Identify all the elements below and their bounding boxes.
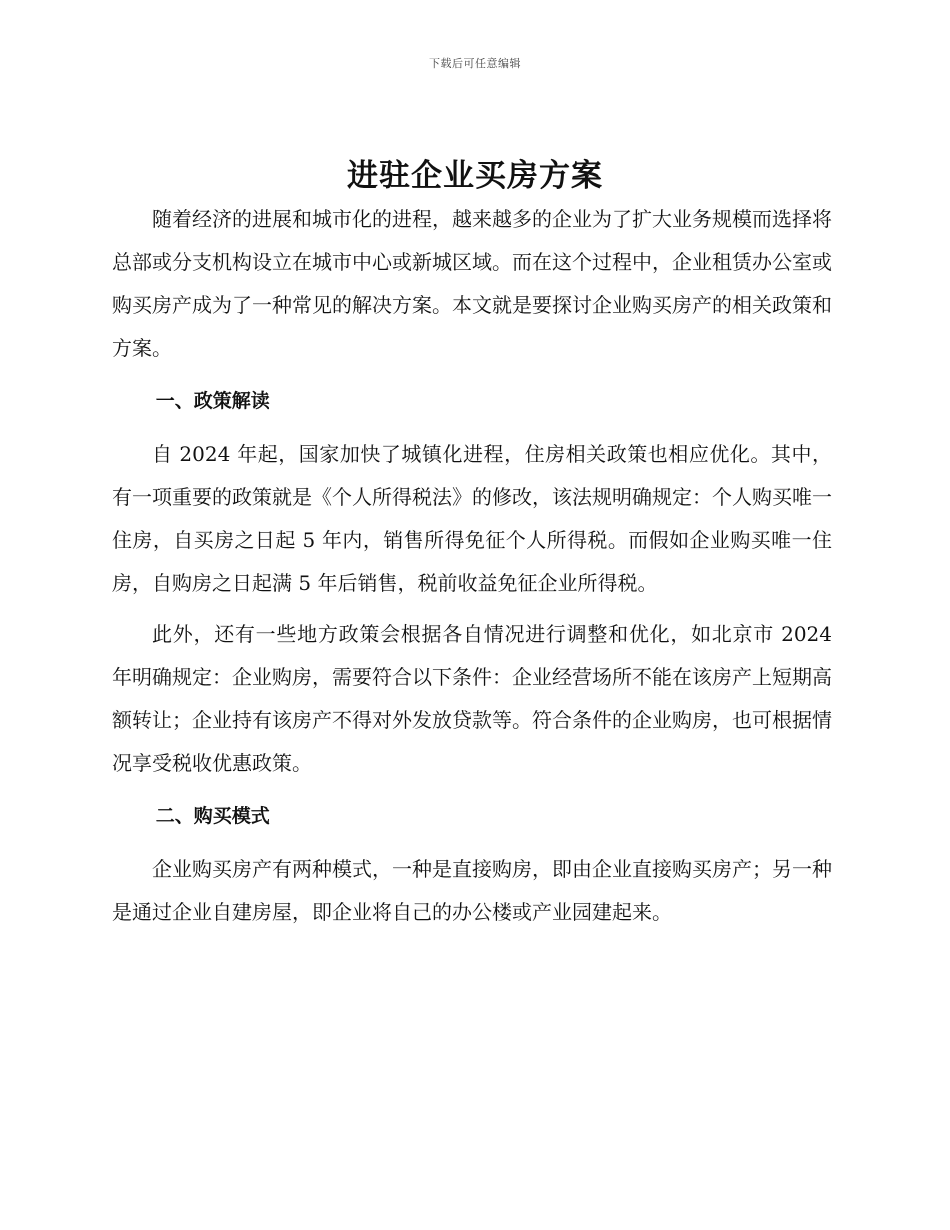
- policy-paragraph-2: 此外，还有一些地方政策会根据各自情况进行调整和优化，如北京市 2024 年明确规定：企业购房，需要符合以下条件：企业经营场所不能在该房产上短期高额转让；企业持有该房产不得对外发放贷款等。符合条件的企业购房，也可根据情况享受税收优惠政策。: [112, 622, 832, 775]
- purchase-mode-paragraph: 企业购买房产有两种模式，一种是直接购房，即由企业直接购买房产；另一种是通过企业自建房屋，即企业将自己的办公楼或产业园建起来。: [112, 857, 832, 924]
- policy-paragraph-1: 自 2024 年起，国家加快了城镇化进程，住房相关政策也相应优化。其中，有一项重要的政策就是《个人所得税法》的修改，该法规明确规定：个人购买唯一住房，自买房之日起 5 年内，销售所得免征个人所得税。而假如企业购买唯一住房，自购房之日起满 5 年后销售，税前收益免征企业所得税。: [112, 442, 832, 595]
- section-heading-policy: 一、政策解读: [155, 390, 270, 412]
- intro-paragraph: 随着经济的进展和城市化的进程，越来越多的企业为了扩大业务规模而选择将总部或分支机构设立在城市中心或新城区域。而在这个过程中，企业租赁办公室或购买房产成为了一种常见的解决方案。本文就是要探讨企业购买房产的相关政策和方案。: [112, 207, 832, 360]
- document-title: 进驻企业买房方案: [347, 158, 603, 194]
- section-heading-purchase-mode: 二、购买模式: [155, 805, 270, 827]
- header-note: 下载后可任意编辑: [429, 57, 521, 70]
- document-body: [112, 198, 832, 934]
